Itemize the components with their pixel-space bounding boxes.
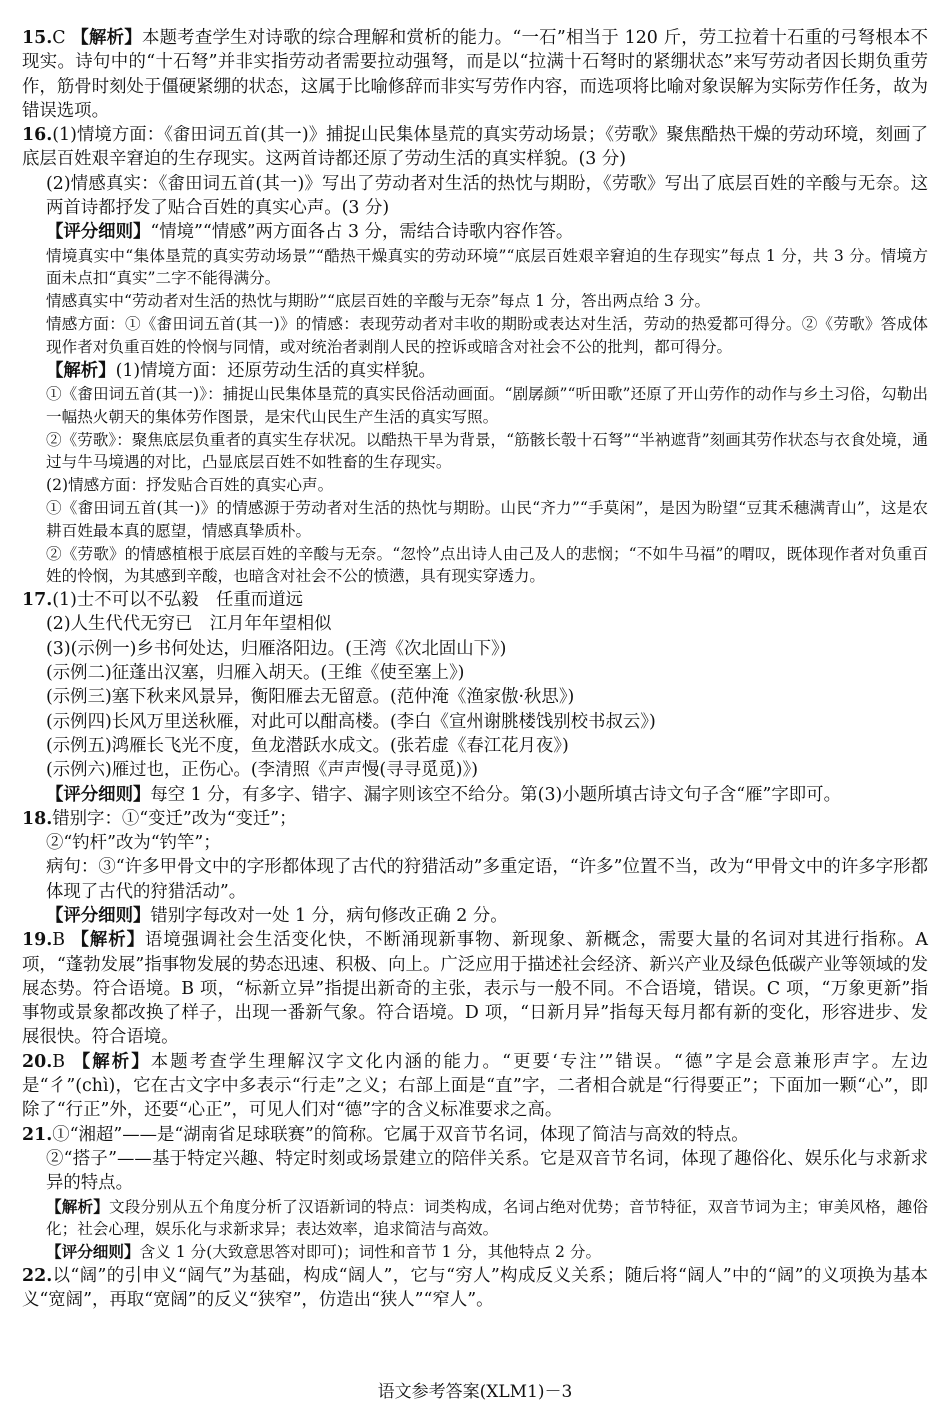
answer-line: (示例二)征蓬出汉塞，归雁入胡天。(王维《使至塞上》): [46, 663, 465, 684]
answer-line: (3)(示例一)乡书何处达，归雁洛阳边。(王湾《次北固山下》): [46, 638, 507, 659]
analysis-text: ②《劳歌》：聚焦底层负重者的真实生存状况。以酷热干旱为背景，“筋骸长彀十石弩”“半衲遮背”刻画其劳作状态与衣食处境，通过与牛马境遇的对比，凸显底层百姓不如牲畜的生存现实。: [46, 430, 928, 472]
answer-line: (示例三)塞下秋来风景异，衡阳雁去无留意。(范仲淹《渔家傲·秋思》): [46, 687, 575, 708]
answer-choice: C: [52, 28, 66, 48]
question-21: [22, 1123, 928, 1264]
question-19: [22, 928, 928, 1049]
question-number: 17.: [22, 590, 53, 611]
analysis-text: ②《劳歌》的情感植根于底层百姓的辛酸与无奈。“忽怜”点出诗人由己及人的悲悯；“不如牛马福”的喟叹，既体现作者对负重百姓的怜悯，为其感到辛酸，也暗含对社会不公的愤懑，具有现实穿透力。: [46, 544, 928, 586]
question-number: 21.: [22, 1124, 53, 1145]
page-footer: 语文参考答案(XLM1)－3: [377, 1382, 573, 1402]
answer-line: ①“湘超”——是“湖南省足球联赛”的简称。它属于双音节名词，体现了简洁与高效的特点。: [52, 1124, 749, 1145]
answer-line: ②“钓杆”改为“钓竿”；: [46, 833, 221, 854]
analysis-text: 本题考查学生对诗歌的综合理解和赏析的能力。“一石”相当于 120 斤，劳工拉着十石重的弓弩根本不现实。诗句中的“十石弩”并非实指劳动者需要拉动强弩，而是以“拉满十石弩时的紧绷状态”来写劳动者因长期负重劳作，筋骨时刻处于僵硬紧绷的状态，这属于比喻修辞而非实写劳作内容，而选项将比喻对象误解为实际劳作任务，故为错误选项。: [22, 28, 928, 121]
answer-text: 以“阔”的引申义“阔气”为基础，构成“阔人”，它与“穷人”构成反义关系；随后将“阔人”中的“阔”的义项换为基本义“宽阔”，再取“宽阔”的反义“狭窄”，仿造出“狭人”“窄人”。: [22, 1265, 928, 1311]
scoring-rule-text: 错别字每改对一处 1 分，病句修改正确 2 分。: [150, 905, 508, 926]
answer-choice: B: [52, 1051, 66, 1072]
scoring-rule-tag: 【评分细则】: [46, 222, 151, 243]
scoring-rule-tag: 【评分细则】: [46, 905, 151, 926]
scoring-rule-tag: 【评分细则】: [46, 1242, 140, 1262]
question-15: [22, 26, 928, 123]
analysis-text: (1)情境方面：还原劳动生活的真实样貌。: [115, 360, 436, 381]
analysis-text: 文段分别从五个角度分析了汉语新词的特点：词类构成，名词占绝对优势；音节特征，双音节词为主；审美风格，趣俗化；社会心理，娱乐化与求新求异；表达效率，追求简洁与高效。: [46, 1197, 928, 1239]
analysis-tag: 【解析】: [71, 930, 145, 951]
scoring-rule-text: 情感方面：①《畬田词五首(其一)》的情感：表现劳动者对丰收的期盼或表达对生活，劳动的热爱都可得分。②《劳歌》答成体现作者对负重百姓的怜悯与同情，或对统治者剥削人民的控诉或暗含对社会不公的批判，都可得分。: [46, 315, 928, 356]
scoring-rule-text: “情境”“情感”两方面各占 3 分，需结合诗歌内容作答。: [150, 222, 574, 243]
question-18: [22, 807, 928, 928]
scoring-rule-text: 含义 1 分(大致意思答对即可)；词性和音节 1 分，其他特点 2 分。: [139, 1243, 602, 1262]
scoring-rule-tag: 【评分细则】: [46, 784, 151, 805]
answer-paragraph: (1)情境方面：《畬田词五首(其一)》捕捉山民集体垦荒的真实劳动场景；《劳歌》聚焦酷热干燥的劳动环境，刻画了底层百姓艰辛窘迫的生存现实。这两首诗都还原了劳动生活的真实样貌。(3 分): [22, 125, 928, 170]
analysis-text: ①《畬田词五首(其一)》的情感源于劳动者对生活的热忱与期盼。山民“齐力”“手莫闲”，是因为盼望“豆萁禾穗满青山”，这是农耕百姓最本真的愿望，情感真挚质朴。: [46, 498, 928, 540]
answer-line: (示例六)雁过也，正伤心。(李清照《声声慢(寻寻觅觅)》): [46, 760, 478, 781]
question-number: 19.: [22, 930, 53, 951]
answer-line: (1)士不可以不弘毅 任重而道远: [52, 590, 303, 611]
question-number: 18.: [22, 808, 53, 829]
answer-line: 错别字：①“变迁”改为“变迁”；: [52, 808, 297, 829]
analysis-text: 语境强调社会生活变化快，不断涌现新事物、新现象、新概念，需要大量的名词对其进行指称。A 项，“蓬勃发展”指事物发展的势态迅速、积极、向上。广泛应用于描述社会经济、新兴产业及绿色低碳产业等领域的发展态势。符合语境。B 项，“标新立异”指提出新奇的主张，表示与一般不同。不合语境，错误。C 项，“万象更新”指事物或景象都改换了样子，出现一番新气象。符合语境。D 项，“日新月异”指每天每月都有新的变化，形容进步、发展很快。符合语境。: [22, 930, 928, 1048]
answer-line: 病句：③“许多甲骨文中的字形都体现了古代的狩猎活动”多重定语，“许多”位置不当，改为“甲骨文中的许多字形都体现了古代的狩猎活动”。: [46, 857, 928, 902]
answer-line: ②“搭子”——基于特定兴趣、特定时刻或场景建立的陪伴关系。它是双音节名词，体现了趣俗化、娱乐化与求新求异的特点。: [46, 1148, 928, 1194]
analysis-text: 本题考查学生理解汉字文化内涵的能力。“更要‘专注’”错误。“德”字是会意兼形声字。左边是“彳”(chì)，它在古文字中多表示“行走”之义；右部上面是“直”字，二者相合就是“行得要正”；下面加一颗“心”，即除了“行正”外，还要“心正”，可见人们对“德”字的含义标准要求之高。: [22, 1051, 928, 1121]
analysis-tag: 【解析】: [71, 28, 142, 48]
question-17: [22, 588, 928, 807]
question-number: 20.: [22, 1051, 53, 1072]
analysis-tag: 【解析】: [46, 360, 116, 381]
scoring-rule-text: 每空 1 分，有多字、错字、漏字则该空不给分。第(3)小题所填古诗文句子含“雁”字即可。: [150, 784, 841, 805]
answer-choice: B: [52, 930, 66, 951]
analysis-text: (2)情感方面：抒发贴合百姓的真实心声。: [46, 476, 334, 495]
question-16: [22, 123, 928, 588]
question-number: 22.: [22, 1265, 53, 1286]
answer-page: [22, 26, 928, 1313]
analysis-text: ①《畬田词五首(其一)》：捕捉山民集体垦荒的真实民俗活动画面。“剧孱颜”“听田歌”还原了开山劳作的动作与乡土习俗，勾勒出一幅热火朝天的集体劳作图景，是宋代山民生产生活的真实写照。: [46, 384, 928, 426]
analysis-tag: 【解析】: [72, 1051, 151, 1072]
answer-line: (2)人生代代无穷已 江月年年望相似: [46, 614, 332, 635]
scoring-rule-text: 情感真实中“劳动者对生活的热忱与期盼”“底层百姓的辛酸与无奈”每点 1 分，答出两点给 3 分。: [46, 292, 711, 311]
answer-line: (示例四)长风万里送秋雁，对此可以酣高楼。(李白《宣州谢朓楼饯别校书叔云》): [46, 711, 656, 732]
question-22: [22, 1264, 928, 1313]
question-number: 15.: [22, 28, 53, 48]
analysis-tag: 【解析】: [46, 1196, 110, 1216]
answer-paragraph: (2)情感真实：《畬田词五首(其一)》写出了劳动者对生活的热忱与期盼，《劳歌》写出了底层百姓的辛酸与无奈。这两首诗都抒发了贴合百姓的真实心声。(3 分): [46, 173, 928, 219]
question-number: 16.: [22, 125, 53, 146]
question-20: [22, 1050, 928, 1123]
answer-line: (示例五)鸿雁长飞光不度，鱼龙潜跃水成文。(张若虚《春江花月夜》): [46, 735, 569, 756]
scoring-rule-text: 情境真实中“集体垦荒的真实劳动场景”“酷热干燥真实的劳动环境”“底层百姓艰辛窘迫的生存现实”每点 1 分，共 3 分。情境方面未点扣“真实”二字不能得满分。: [46, 246, 928, 288]
